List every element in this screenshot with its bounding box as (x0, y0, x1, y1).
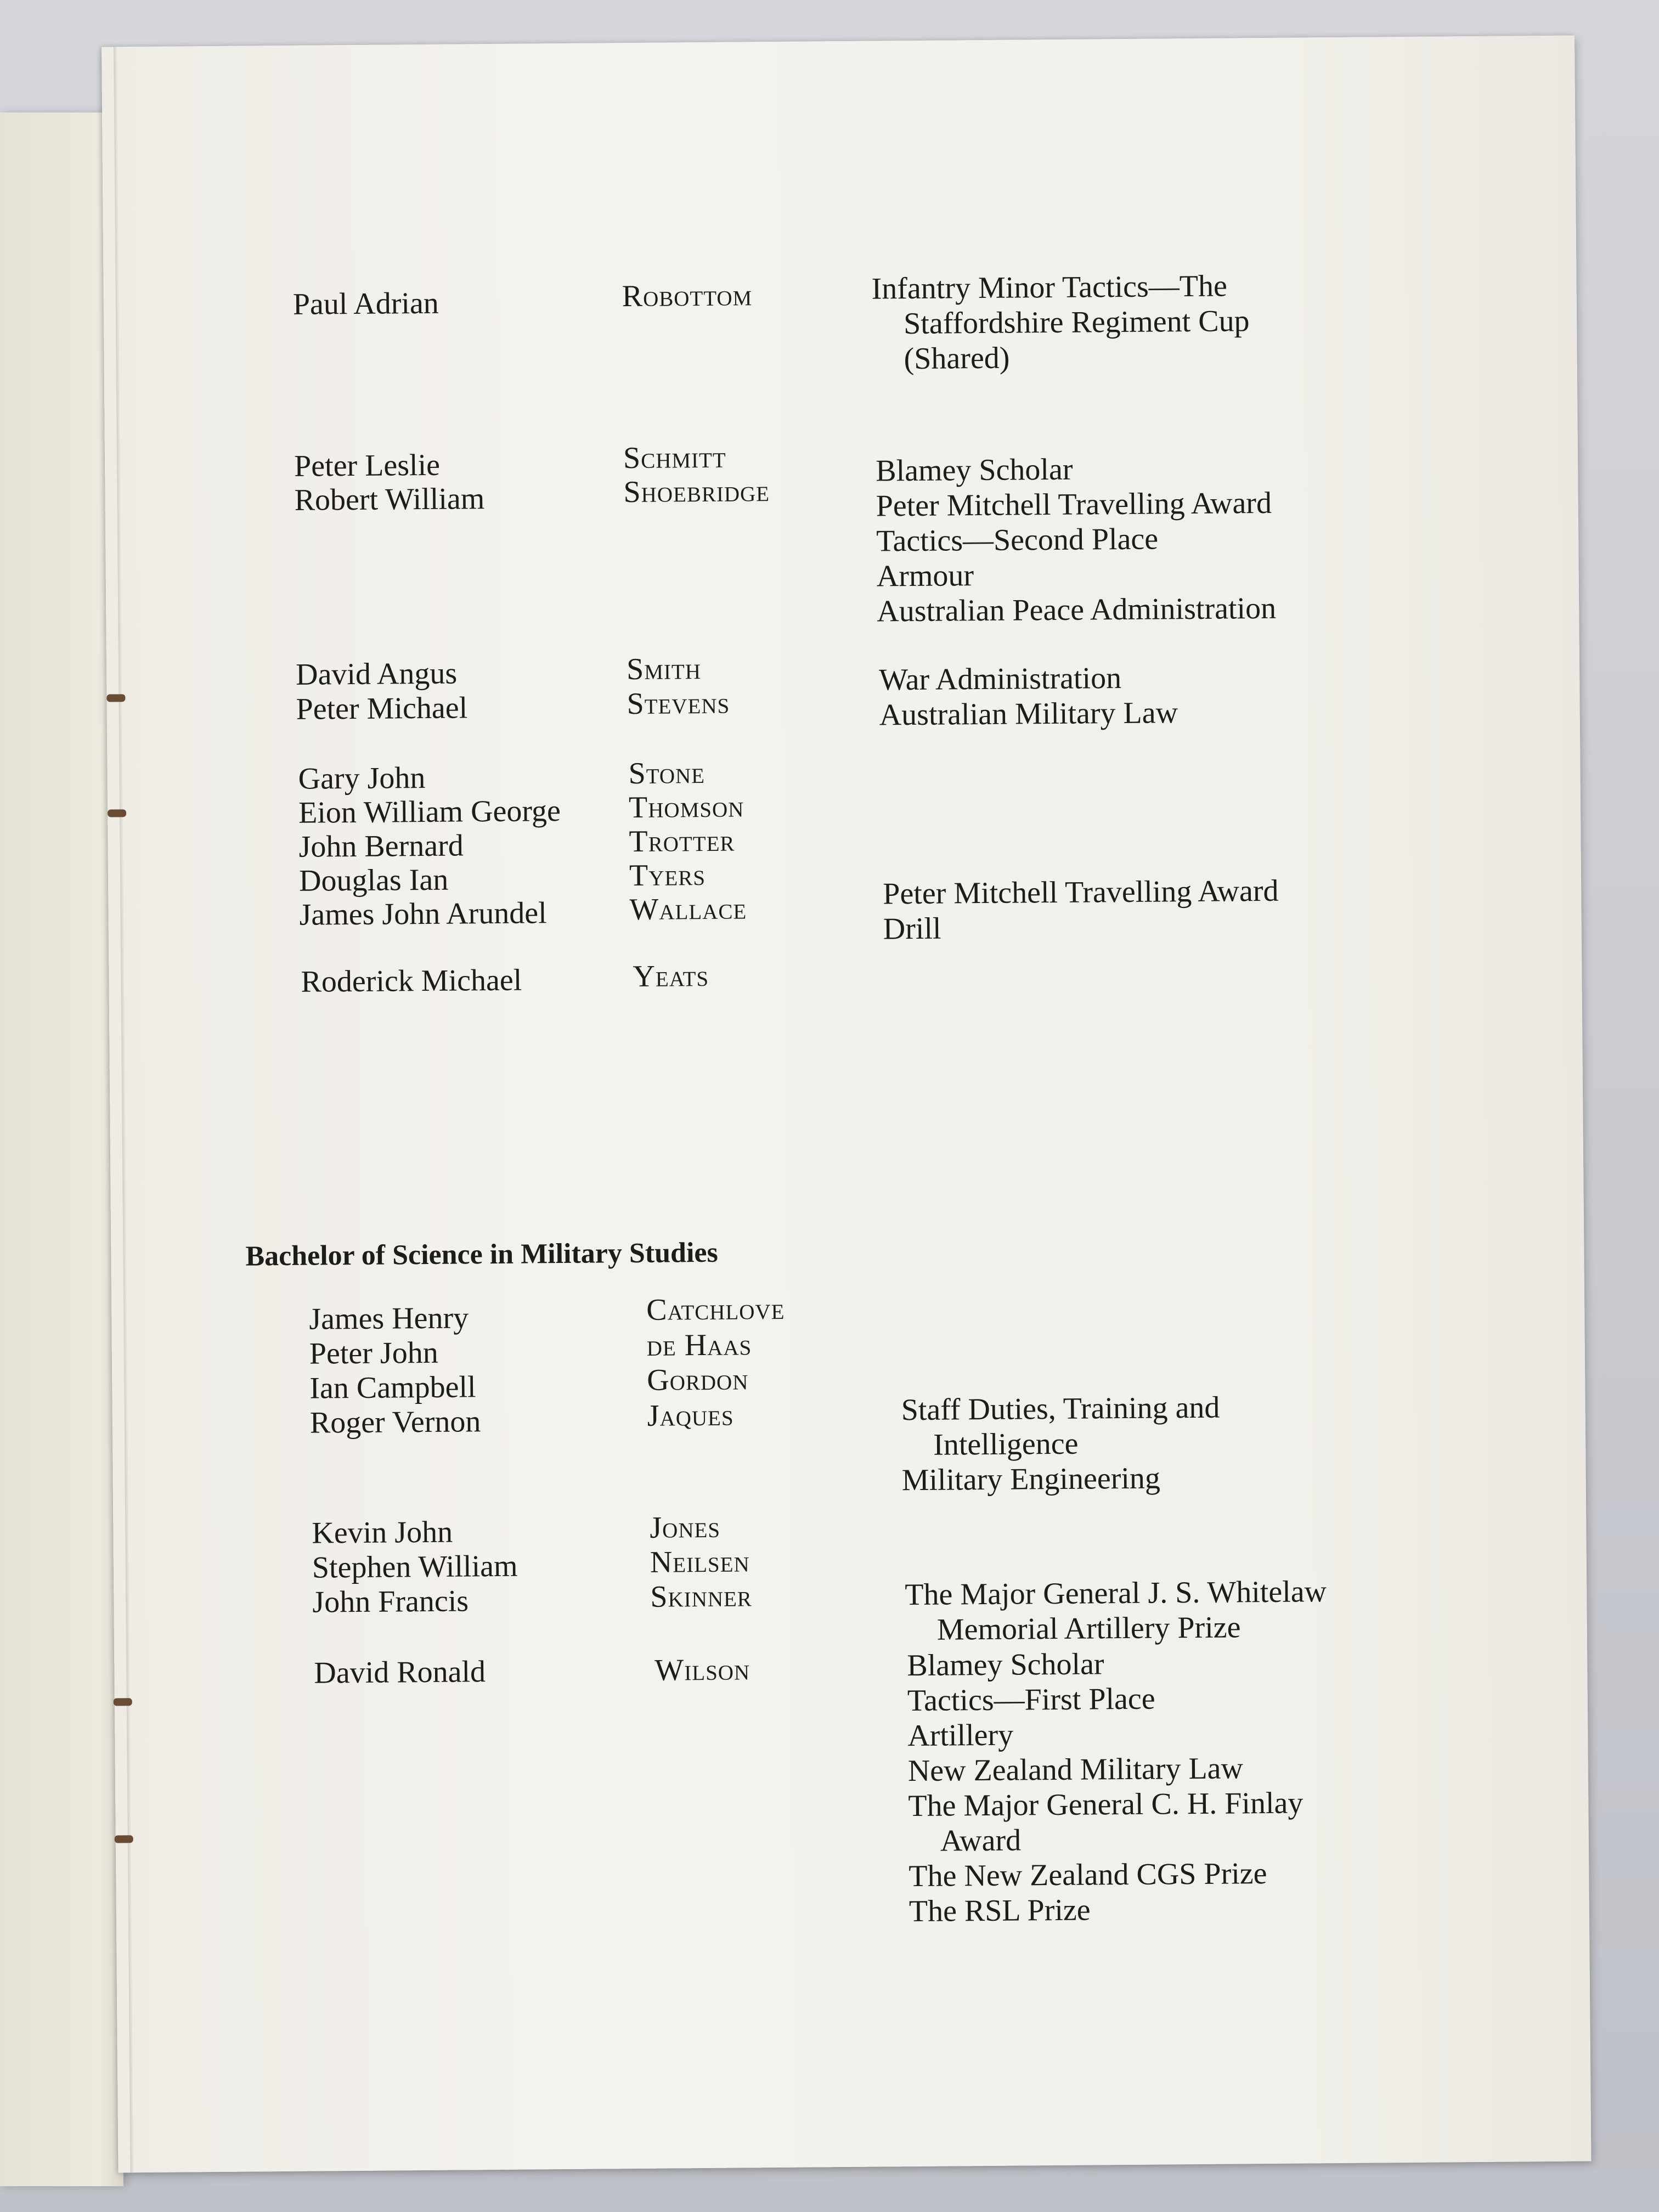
section-heading: Bachelor of Science in Military Studies (245, 1237, 718, 1272)
surname: Neilsen (650, 1544, 750, 1579)
awards: Staff Duties, Training and Intelligence Military Engineering (901, 1390, 1220, 1498)
given-names: Eion William George (298, 794, 561, 830)
surname: Tyers (629, 857, 706, 893)
surname: Stone (628, 755, 706, 791)
given-names: Stephen William (312, 1549, 518, 1585)
surname: Schmitt (623, 440, 726, 476)
given-names: Kevin John (312, 1515, 453, 1550)
given-names: David Ronald (314, 1655, 486, 1690)
staple-hole (108, 809, 126, 817)
surname: Smith (626, 652, 702, 687)
surname: Shoebridge (623, 474, 770, 510)
staple-hole (106, 694, 125, 702)
surname: Gordon (646, 1362, 749, 1397)
surname: Wilson (654, 1652, 751, 1688)
staple-hole (115, 1835, 133, 1843)
page-spine (114, 47, 133, 2172)
awards: Infantry Minor Tactics—The Staffordshire Regiment Cup (Shared) (871, 269, 1250, 376)
given-names: John Francis (312, 1584, 469, 1620)
given-names: James John Arundel (299, 896, 547, 932)
given-names: James Henry (309, 1301, 469, 1336)
given-names: Peter Leslie (294, 448, 441, 483)
given-names: John Bernard (298, 828, 464, 864)
awards: Blamey Scholar Peter Mitchell Travelling Award Tactics—Second Place Armour Australian Peace Administration (875, 452, 1277, 629)
surname: Jaques (647, 1398, 734, 1433)
awards: The Major General J. S. Whitelaw Memorial Artillery Prize (905, 1575, 1327, 1647)
given-names: Roderick Michael (301, 963, 522, 999)
given-names: Robert William (294, 482, 485, 517)
surname: Catchlove (646, 1291, 785, 1327)
surname: Stevens (627, 686, 730, 721)
surname: Wallace (629, 891, 747, 927)
surname: Skinner (650, 1579, 753, 1614)
given-names: Gary John (298, 760, 426, 796)
surname: Trotter (629, 823, 735, 859)
awards: Blamey Scholar Tactics—First Place Artillery New Zealand Military Law The Major General C. H. Finlay Award The New Zealand CGS Prize The RSL Prize (907, 1647, 1304, 1929)
surname: Jones (650, 1510, 721, 1545)
given-names: Ian Campbell (309, 1370, 476, 1406)
document-page (101, 35, 1591, 2172)
given-names: Roger Vernon (309, 1404, 481, 1440)
given-names: David Angus (295, 656, 458, 692)
surname: Thomson (628, 789, 744, 825)
awards: Peter Mitchell Travelling Award Drill (883, 873, 1279, 946)
given-names: Paul Adrian (292, 286, 439, 321)
surname: de Haas (646, 1328, 752, 1363)
given-names: Douglas Ian (298, 862, 449, 898)
given-names: Peter Michael (296, 691, 468, 726)
surname: Robottom (622, 278, 753, 314)
surname: Yeats (633, 958, 709, 994)
awards: War Administration Australian Military Law (878, 661, 1178, 732)
given-names: Peter John (309, 1335, 438, 1371)
staple-hole (114, 1698, 132, 1706)
